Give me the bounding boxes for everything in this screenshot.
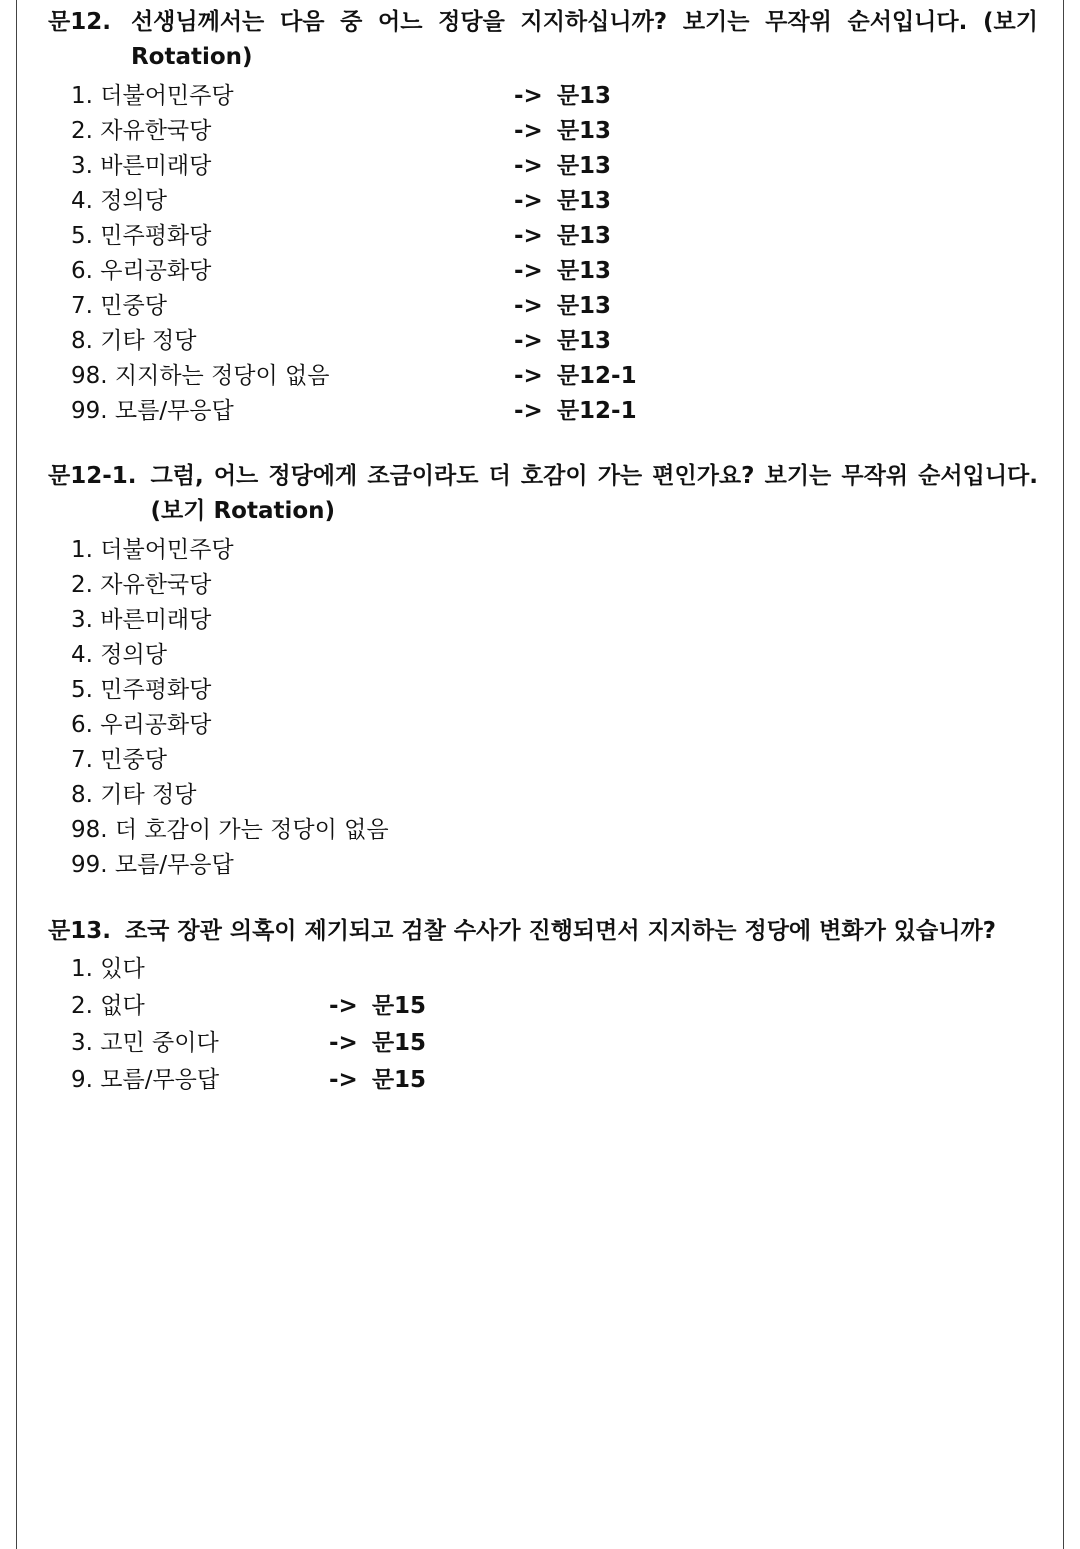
option-label: 5. 민주평화당: [71, 223, 212, 249]
skip-instruction: [514, 254, 611, 289]
skip-target: 문13: [556, 153, 612, 179]
option-label: 4. 정의당: [71, 642, 167, 668]
question-12-1-number: 문12-1.: [48, 463, 137, 489]
option-label: 8. 기타 정당: [71, 328, 197, 354]
question-12-1: [48, 459, 1038, 883]
option-item: [48, 568, 1038, 603]
option-label: 7. 민중당: [71, 293, 167, 319]
option-item: [48, 324, 1038, 359]
skip-arrow: ->: [514, 188, 543, 214]
option-item: [48, 743, 1038, 778]
option-label: 2. 자유한국당: [71, 118, 212, 144]
option-item: [48, 951, 1038, 988]
skip-arrow: ->: [514, 223, 543, 249]
option-label: 8. 기타 정당: [71, 782, 197, 808]
option-item: [48, 638, 1038, 673]
option-item: [48, 114, 1038, 149]
question-12-text: 선생님께서는 다음 중 어느 정당을 지지하십니까? 보기는 무작위 순서입니다. (보기 Rotation): [130, 9, 1038, 70]
option-item: [48, 394, 1038, 429]
skip-instruction: [514, 394, 637, 429]
option-item: [48, 533, 1038, 568]
option-label: 5. 민주평화당: [71, 677, 212, 703]
option-label: 3. 바른미래당: [71, 153, 212, 179]
skip-arrow: ->: [514, 83, 543, 109]
question-12-header: [48, 5, 1038, 75]
skip-arrow: ->: [514, 328, 543, 354]
option-item: [48, 673, 1038, 708]
question-12-options: [48, 79, 1038, 429]
option-label: 2. 없다: [71, 993, 145, 1019]
option-label: 3. 바른미래당: [71, 607, 212, 633]
skip-arrow: ->: [329, 1030, 358, 1056]
option-label: 98. 지지하는 정당이 없음: [71, 363, 330, 389]
question-12-1-options: [48, 533, 1038, 883]
skip-arrow: ->: [514, 153, 543, 179]
skip-target: 문12-1: [556, 363, 637, 389]
option-item: [48, 813, 1038, 848]
option-label: 1. 더불어민주당: [71, 83, 234, 109]
skip-arrow: ->: [514, 258, 543, 284]
skip-target: 문13: [556, 83, 612, 109]
question-13-options: [48, 951, 1038, 1099]
option-item: [48, 359, 1038, 394]
skip-target: 문13: [556, 258, 612, 284]
option-item: [48, 79, 1038, 114]
skip-arrow: ->: [329, 993, 358, 1019]
option-label: 7. 민중당: [71, 747, 167, 773]
option-label: 6. 우리공화당: [71, 712, 212, 738]
skip-arrow: ->: [514, 118, 543, 144]
option-label: 6. 우리공화당: [71, 258, 212, 284]
question-13-number: 문13.: [48, 918, 111, 944]
skip-instruction: [514, 149, 611, 184]
option-label: 9. 모름/무응답: [71, 1067, 220, 1093]
skip-instruction: [329, 1025, 426, 1062]
option-item: [48, 848, 1038, 883]
option-item: [48, 603, 1038, 638]
question-12-1-header: [48, 459, 1038, 529]
option-label: 1. 있다: [71, 956, 145, 982]
skip-target: 문13: [556, 188, 612, 214]
option-label: 98. 더 호감이 가는 정당이 없음: [71, 817, 389, 843]
option-item: [48, 289, 1038, 324]
option-item: [48, 219, 1038, 254]
skip-instruction: [514, 289, 611, 324]
skip-instruction: [514, 114, 611, 149]
skip-instruction: [514, 79, 611, 114]
skip-instruction: [514, 219, 611, 254]
option-item: [48, 708, 1038, 743]
option-item: [48, 778, 1038, 813]
option-item: [48, 149, 1038, 184]
skip-arrow: ->: [514, 293, 543, 319]
question-12-number: 문12.: [48, 9, 111, 35]
skip-target: 문13: [556, 328, 612, 354]
skip-instruction: [514, 324, 611, 359]
skip-arrow: ->: [329, 1067, 358, 1093]
question-13-text: 조국 장관 의혹이 제기되고 검찰 수사가 진행되면서 지지하는 정당에 변화가 있습니까?: [124, 918, 997, 944]
question-12-1-text: 그럼, 어느 정당에게 조금이라도 더 호감이 가는 편인가요? 보기는 무작위 순서입니다.(보기 Rotation): [150, 463, 1038, 524]
option-label: 4. 정의당: [71, 188, 167, 214]
skip-target: 문13: [556, 118, 612, 144]
question-12: [48, 5, 1038, 429]
option-label: 99. 모름/무응답: [71, 852, 234, 878]
question-13-header: [48, 914, 1038, 949]
skip-arrow: ->: [514, 363, 543, 389]
page-border-right: [1063, 0, 1064, 1549]
skip-target: 문13: [556, 223, 612, 249]
skip-target: 문12-1: [556, 398, 637, 424]
option-label: 3. 고민 중이다: [71, 1030, 219, 1056]
skip-instruction: [514, 359, 637, 394]
option-item: [48, 988, 1038, 1025]
skip-instruction: [329, 1062, 426, 1099]
skip-target: 문13: [556, 293, 612, 319]
skip-target: 문15: [371, 1030, 427, 1056]
skip-instruction: [329, 988, 426, 1025]
page-border-left: [16, 0, 17, 1549]
question-13: [48, 914, 1038, 1099]
option-item: [48, 184, 1038, 219]
skip-arrow: ->: [514, 398, 543, 424]
option-label: 99. 모름/무응답: [71, 398, 234, 424]
option-item: [48, 1025, 1038, 1062]
option-item: [48, 254, 1038, 289]
option-item: [48, 1062, 1038, 1099]
option-label: 2. 자유한국당: [71, 572, 212, 598]
option-label: 1. 더불어민주당: [71, 537, 234, 563]
skip-target: 문15: [371, 1067, 427, 1093]
skip-instruction: [514, 184, 611, 219]
skip-target: 문15: [371, 993, 427, 1019]
